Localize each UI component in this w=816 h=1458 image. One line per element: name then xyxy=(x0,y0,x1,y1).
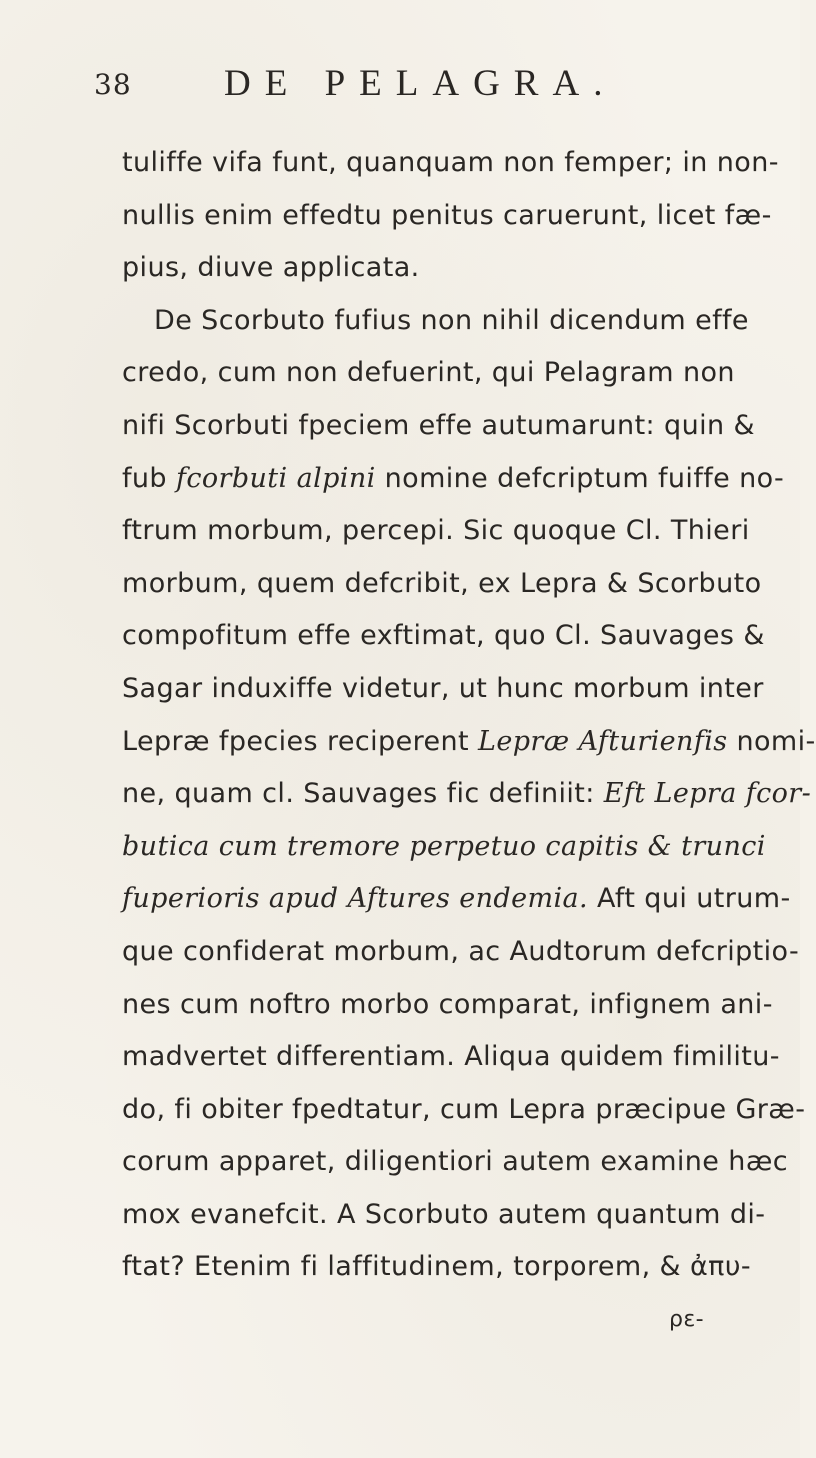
catchword: ρε- xyxy=(669,1307,704,1333)
line-text: compofitum effe exftimat, quo Cl. Sauvages & xyxy=(122,620,765,652)
line-text: ftat? Etenim fi laffitudinem, torporem, & ἀπυ- xyxy=(122,1251,751,1283)
text-line xyxy=(122,558,762,611)
line-text: ne, quam cl. Sauvages fic definiit: xyxy=(122,778,604,810)
text-line xyxy=(122,505,750,558)
text-line xyxy=(122,1136,788,1189)
text-line xyxy=(122,1241,751,1294)
text-line xyxy=(122,1189,766,1242)
text-line xyxy=(122,979,773,1032)
line-text: Sagar induxiffe videtur, ut hunc morbum inter xyxy=(122,672,764,704)
line-text: mox evanefcit. A Scorbuto autem quantum di- xyxy=(122,1198,766,1230)
line-text: corum apparet, diligentiori autem examine hæc xyxy=(122,1146,788,1178)
line-text: que confiderat morbum, ac Audtorum defcriptio- xyxy=(122,935,800,967)
page-header xyxy=(94,62,734,112)
text-line xyxy=(122,821,766,874)
italic-text: fcorbuti alpini xyxy=(175,462,376,494)
line-text: De Scorbuto fufius non nihil dicendum effe xyxy=(154,304,749,336)
text-line xyxy=(122,768,812,821)
text-line xyxy=(122,716,816,769)
line-text: credo, cum non defuerint, qui Pelagram non xyxy=(122,357,735,389)
line-text: Aft qui utrum- xyxy=(588,883,791,915)
text-line xyxy=(122,1031,780,1084)
line-text: do, fi obiter fpedtatur, cum Lepra præcipue Græ- xyxy=(122,1093,806,1125)
line-text: morbum, quem defcribit, ex Lepra & Scorbuto xyxy=(122,567,762,599)
line-text: nes cum noftro morbo comparat, infignem ani- xyxy=(122,988,773,1020)
text-line xyxy=(122,610,765,663)
text-line xyxy=(122,295,749,348)
page-number: 38 xyxy=(94,68,132,101)
text-line xyxy=(122,663,764,716)
text-line xyxy=(122,137,779,190)
line-text: nomi- xyxy=(727,725,816,757)
text-line xyxy=(122,1084,806,1137)
line-text: pius, diuve applicata. xyxy=(122,252,420,284)
line-text: nullis enim effedtu penitus caruerunt, licet fæ- xyxy=(122,199,772,231)
line-text: Lepræ fpecies reciperent xyxy=(122,725,478,757)
line-text: tuliffe vifa funt, quanquam non femper; in non- xyxy=(122,147,779,178)
italic-text: Lepræ Afturienfis xyxy=(478,725,728,757)
text-line xyxy=(122,453,785,506)
italic-text: fuperioris apud Aftures endemia. xyxy=(122,883,588,915)
italic-text: butica cum tremore perpetuo capitis & trunci xyxy=(122,830,766,862)
text-line xyxy=(122,347,735,400)
text-line xyxy=(122,400,755,453)
text-line xyxy=(122,242,722,295)
line-text: ftrum morbum, percepi. Sic quoque Cl. Thieri xyxy=(122,515,750,547)
text-line xyxy=(122,873,791,926)
line-text: nifi Scorbuti fpeciem effe autumarunt: quin & xyxy=(122,409,755,441)
line-text: fub xyxy=(122,462,176,494)
text-line xyxy=(122,926,800,979)
italic-text: Eft Lepra fcor- xyxy=(603,778,812,810)
body-text xyxy=(122,137,816,1347)
line-text: madvertet differentiam. Aliqua quidem fimilitu- xyxy=(122,1041,780,1073)
line-text: nomine defcriptum fuiffe no- xyxy=(375,462,785,494)
text-line xyxy=(122,190,772,243)
running-title: DE PELAGRA. xyxy=(224,63,617,104)
